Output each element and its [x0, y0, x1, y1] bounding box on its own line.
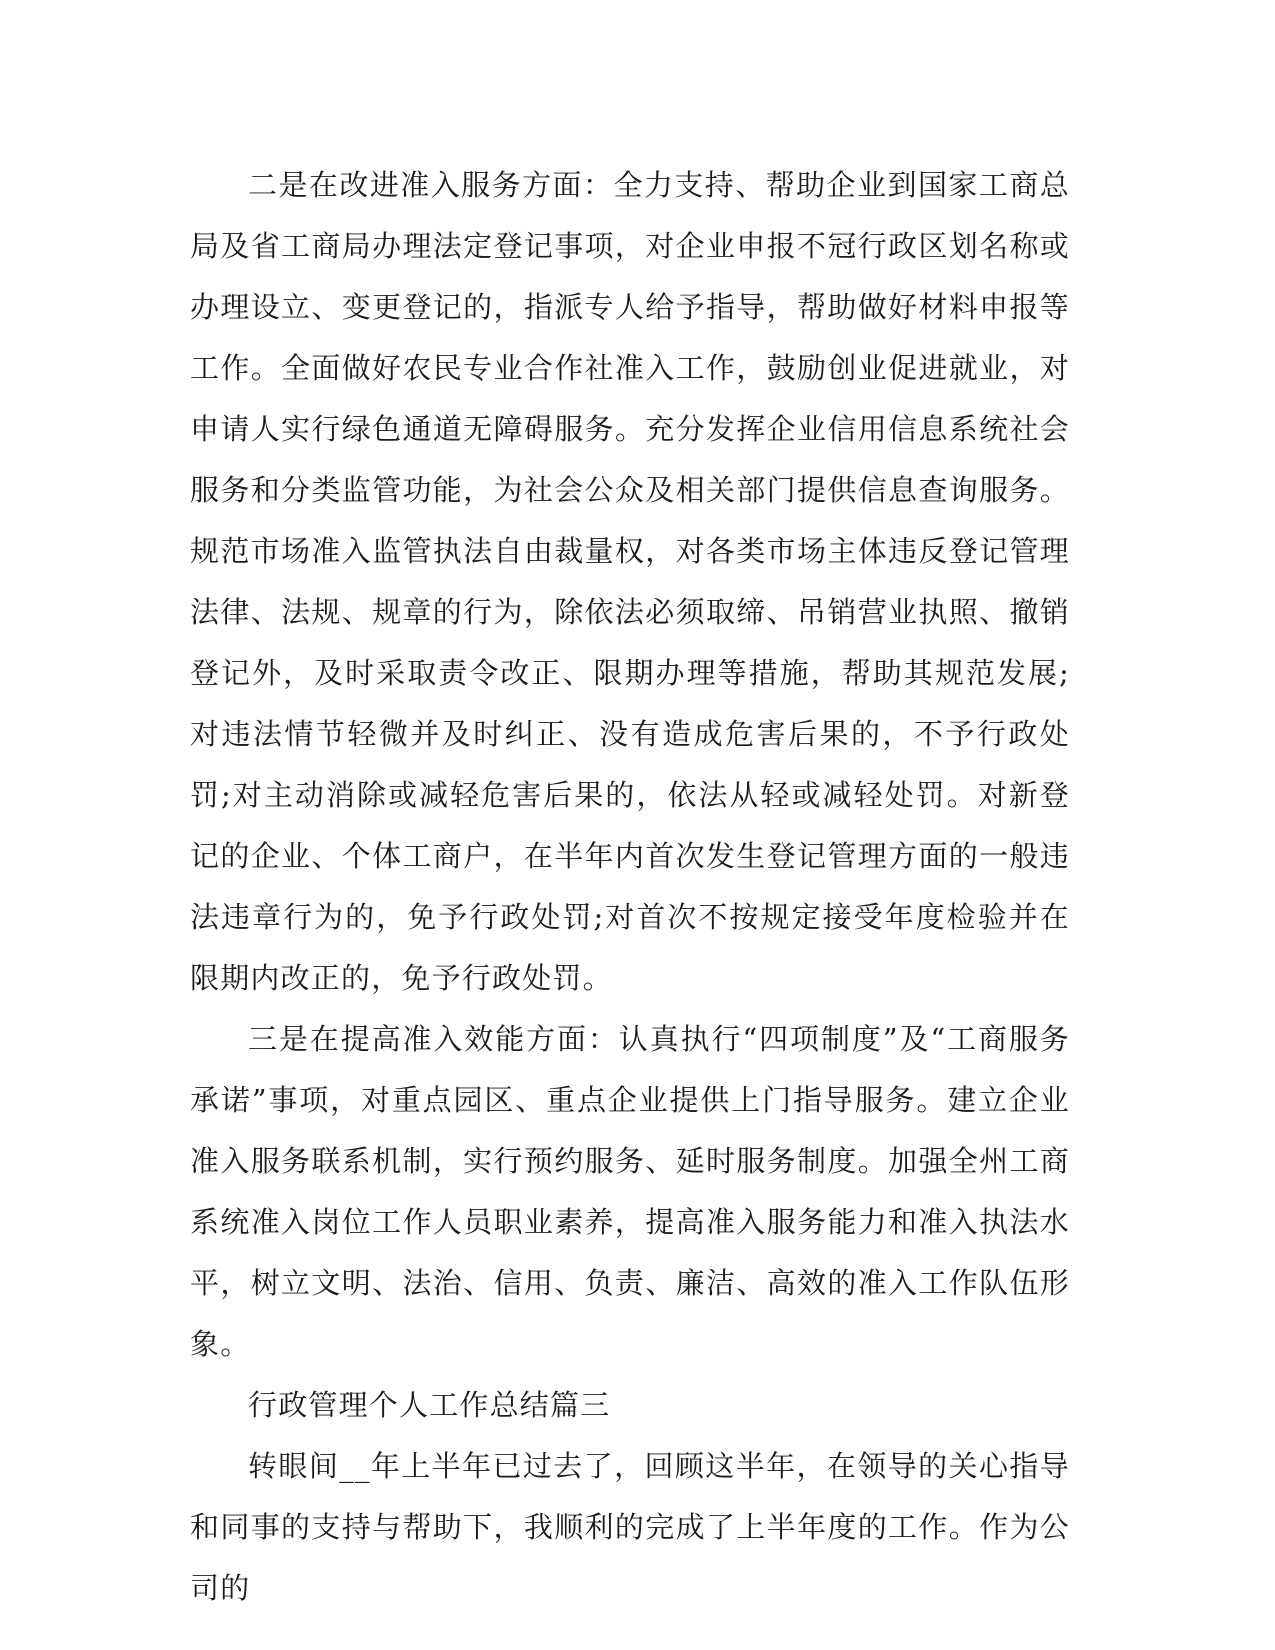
- paragraph-access-service: 二是在改进准入服务方面：全力支持、帮助企业到国家工商总局及省工商局办理法定登记事项，对企业申报不冠行政区划名称或办理设立、变更登记的，指派专人给予指导，帮助做好材料申报等工作。全面做好农民专业合作社准入工作，鼓励创业促进就业，对申请人实行绿色通道无障碍服务。充分发挥企业信用信息系统社会服务和分类监管功能，为社会公众及相关部门提供信息查询服务。规范市场准入监管执法自由裁量权，对各类市场主体违反登记管理法律、法规、规章的行为，除依法必须取缔、吊销营业执照、撤销登记外，及时采取责令改正、限期办理等措施，帮助其规范发展;对违法情节轻微并及时纠正、没有造成危害后果的，不予行政处罚;对主动消除或减轻危害后果的，依法从轻或减轻处罚。对新登记的企业、个体工商户，在半年内首次发生登记管理方面的一般违法违章行为的，免予行政处罚;对首次不按规定接受年度检验并在限期内改正的，免予行政处罚。: [190, 168, 1070, 995]
- paragraph-access-efficiency: 三是在提高准入效能方面：认真执行“四项制度”及“工商服务承诺”事项，对重点园区、重点企业提供上门指导服务。建立企业准入服务联系机制，实行预约服务、延时服务制度。加强全州工商系统准入岗位工作人员职业素养，提高准入服务能力和准入执法水平，树立文明、法治、信用、负责、廉洁、高效的准入工作队伍形象。: [190, 1022, 1070, 1361]
- document-body: [190, 155, 1070, 1619]
- section-heading: 行政管理个人工作总结篇三: [248, 1388, 611, 1422]
- paragraph-summary-intro: 转眼间__年上半年已过去了，回顾这半年，在领导的关心指导和同事的支持与帮助下，我顺利的完成了上半年度的工作。作为公司的: [190, 1449, 1070, 1605]
